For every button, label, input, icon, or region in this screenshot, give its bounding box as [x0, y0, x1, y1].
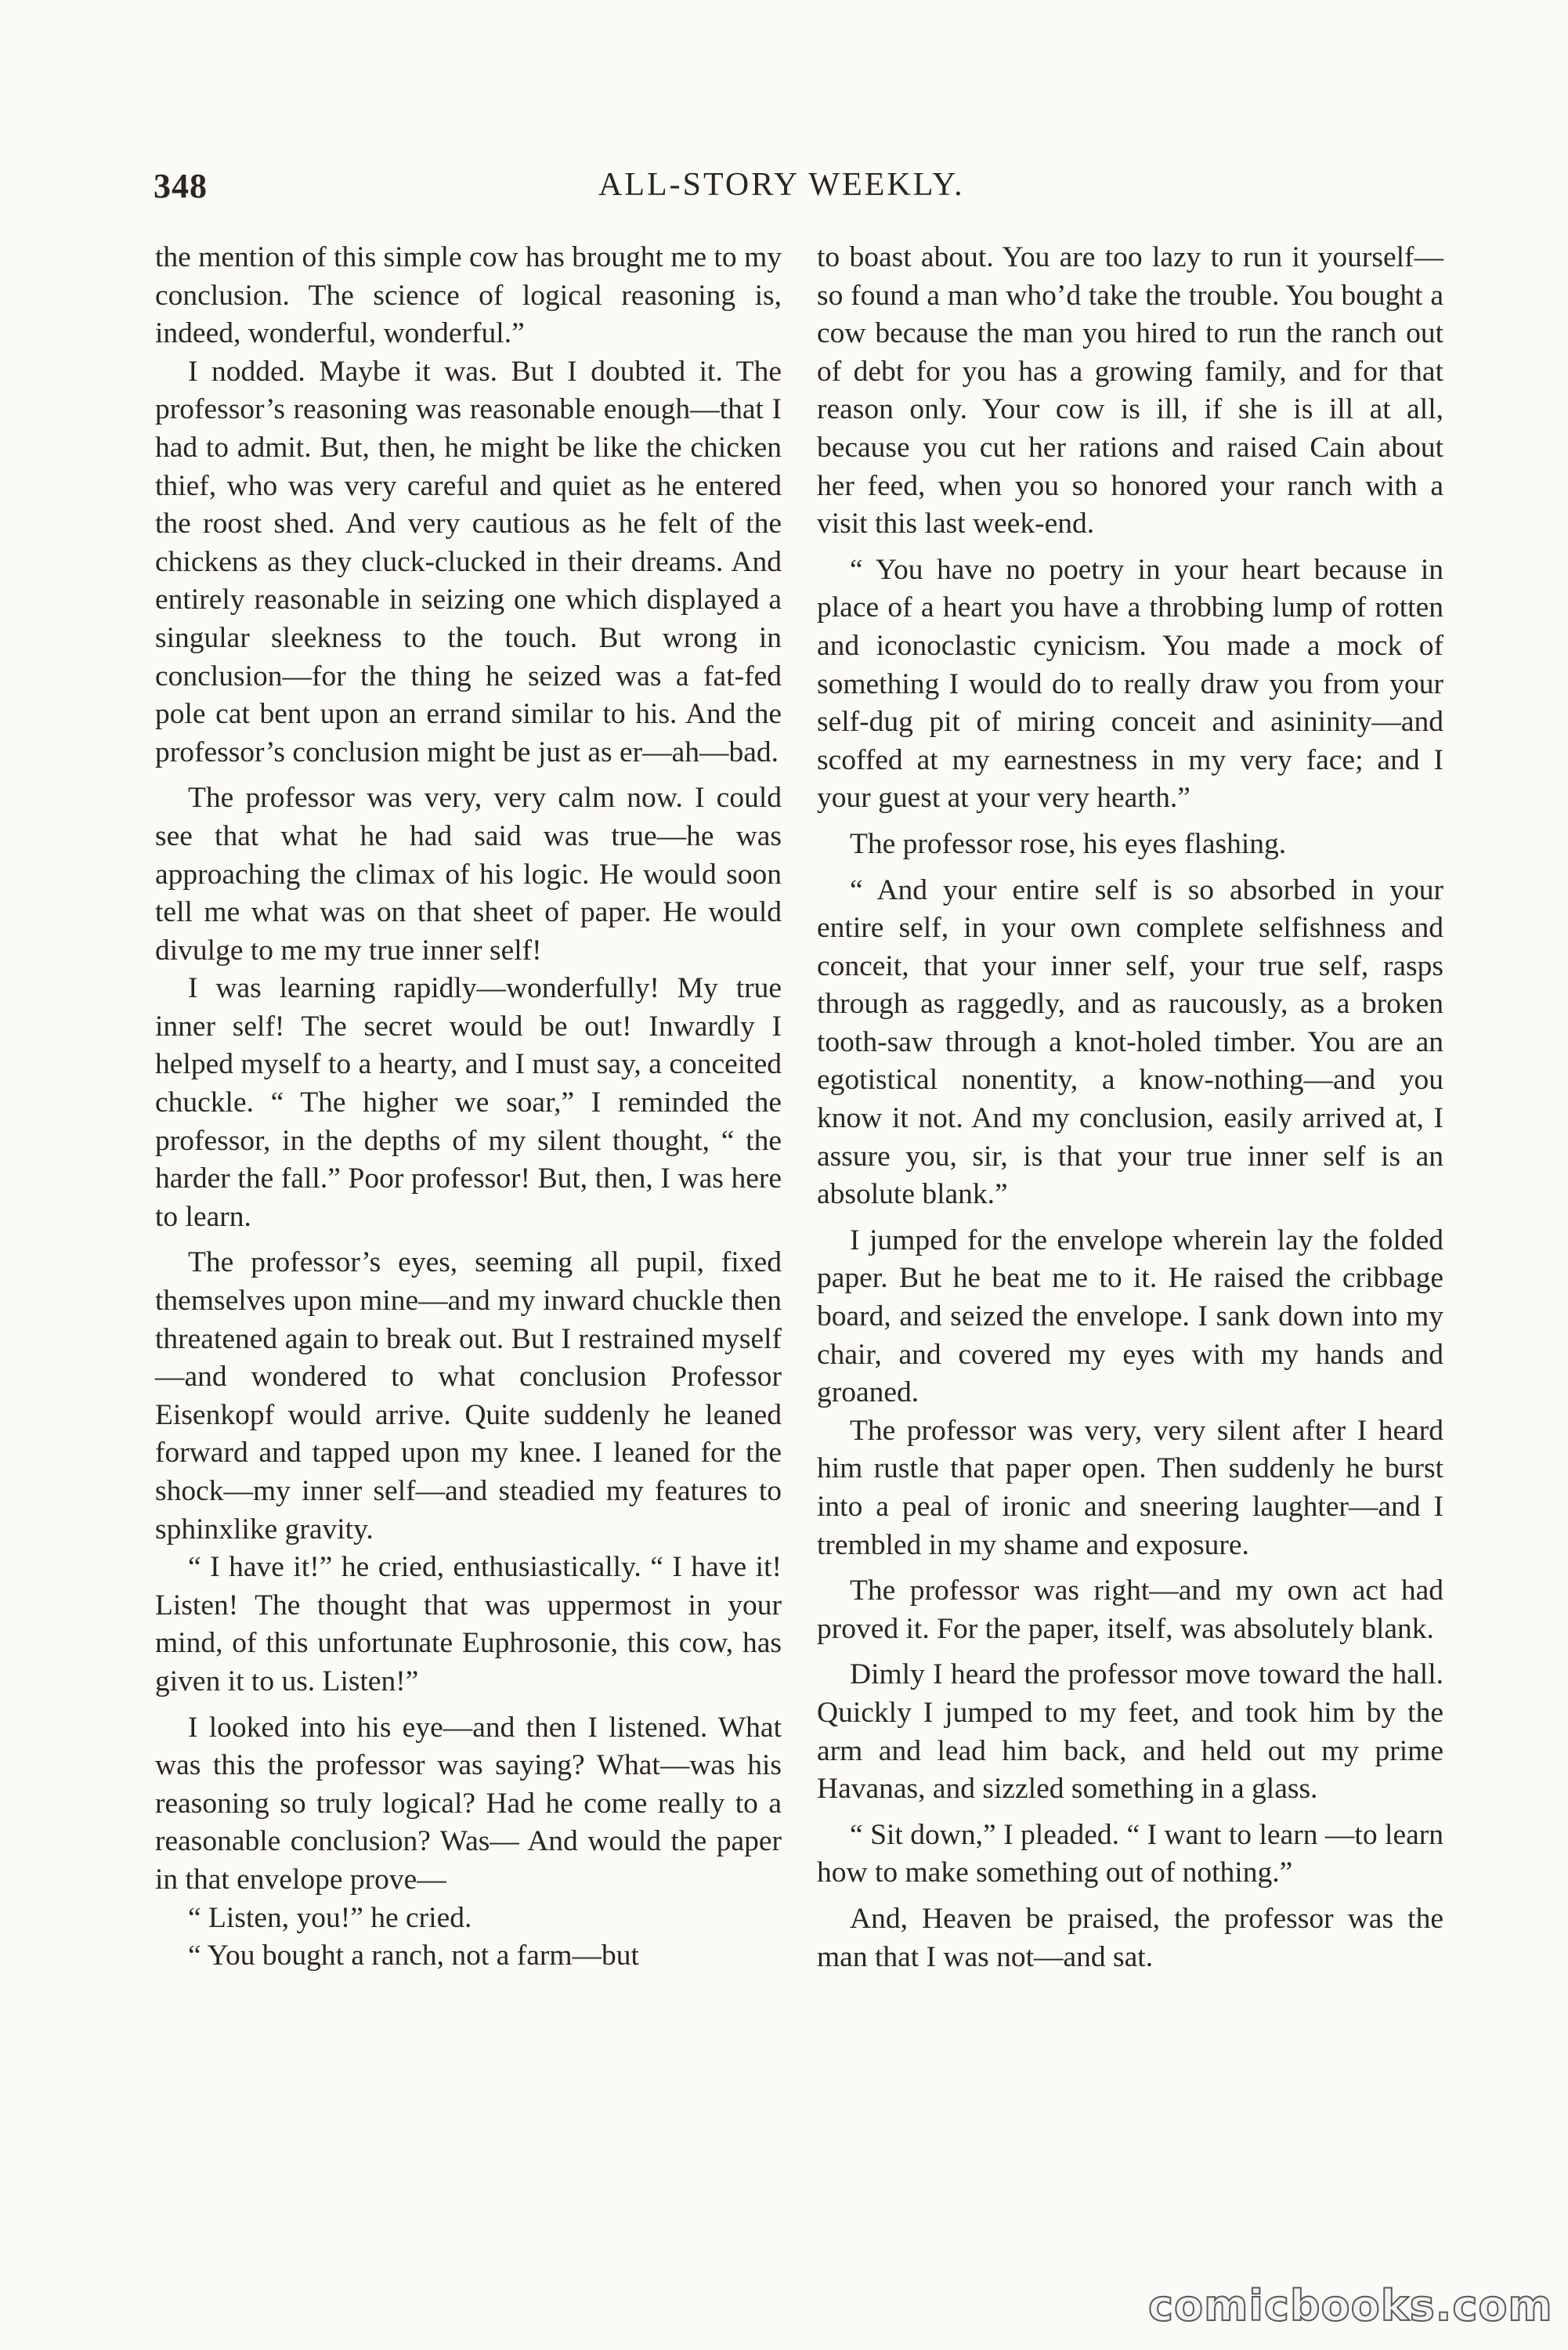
- paragraph: Dimly I heard the professor move toward the hall. Quickly I jumped to my feet, and took him by the arm and lead him back, and held out my prime Havanas, and sizzled something in a glass.: [817, 1658, 1443, 1806]
- page-number: 348: [154, 167, 208, 205]
- paragraph: to boast about. You are too lazy to run it yourself—so found a man who’d take the trouble. You bought a cow because the man you hired to run the ranch out of debt for you has a growing family, and for that reason only. Your cow is ill, if she is ill at all, because you cut her rations and raised Cain about her feed, when you so honored your ranch with a visit this last week-end.: [817, 241, 1443, 540]
- paragraph: The professor rose, his eyes flashing.: [850, 827, 1287, 860]
- right-column: [817, 239, 1443, 1976]
- paragraph: I jumped for the envelope wherein lay the folded paper. But he beat me to it. He raised the cribbage board, and seized the envelope. I sank down into my chair, and covered my eyes with my hands and groaned.: [817, 1224, 1443, 1409]
- paragraph: “ You bought a ranch, not a farm—but: [188, 1940, 639, 1972]
- paragraph: the mention of this simple cow has brought me to my conclusion. The science of logical reasoning is, indeed, wonderful, wonderful.”: [155, 241, 782, 350]
- paragraph: The professor’s eyes, seeming all pupil, fixed themselves upon mine—and my inward chuckle then threatened again to break out. But I restrained myself—and wondered to what conclusion Professor Eisenkopf would arrive. Quite suddenly he leaned forward and tapped upon my knee. I leaned for the shock—my inner self—and steadied my features to sphinxlike gravity.: [155, 1246, 782, 1546]
- paragraph: “ Listen, you!” he cried.: [188, 1901, 472, 1934]
- paragraph: And, Heaven be praised, the professor was the man that I was not—and sat.: [817, 1902, 1443, 1973]
- paragraph: “ You have no poetry in your heart because in place of a heart you have a throbbing lump of rotten and iconoclastic cynicism. You made a mock of something I would do to really draw you from your self-dug pit of miring conceit and asininity—and scoffed at my earnestness in my very face; and I your guest at your very hearth.”: [817, 553, 1443, 815]
- paragraph: “ I have it!” he cried, enthusiastically. “ I have it! Listen! The thought that was uppermost in your mind, of this unfortunate Euphrosonie, this cow, has given it to us. Listen!”: [155, 1551, 782, 1697]
- paragraph: “ Sit down,” I pleaded. “ I want to learn —to learn how to make something out of nothing.”: [817, 1818, 1443, 1889]
- left-column: [155, 239, 782, 1976]
- page-header: [154, 166, 1446, 213]
- paragraph: The professor was right—and my own act had proved it. For the paper, itself, was absolutely blank.: [817, 1574, 1443, 1645]
- paragraph: “ And your entire self is so absorbed in your entire self, in your own complete selfishness and conceit, that your inner self, your true self, rasps through as raggedly, and as raucously, as a broken tooth-saw through a knot-holed timber. You are an egotistical nonentity, a know-nothing—and you know it not. And my conclusion, easily arrived at, I assure you, sir, is that your true inner self is an absolute blank.”: [817, 873, 1443, 1211]
- running-head: ALL-STORY WEEKLY.: [598, 167, 965, 203]
- paragraph: The professor was very, very silent after I heard him rustle that paper open. Then suddenly he burst into a peal of ironic and sneering laughter—and I trembled in my shame and exposure.: [817, 1414, 1443, 1561]
- paragraph: I looked into his eye—and then I listened. What was this the professor was saying? What—was his reasoning so truly logical? Had he come really to a reasonable conclusion? Was— And would the paper in that envelope prove—: [155, 1711, 782, 1896]
- paragraph: I nodded. Maybe it was. But I doubted it. The professor’s reasoning was reasonable enough—that I had to admit. But, then, he might be like the chicken thief, who was very careful and quiet as he entered the roost shed. And very cautious as he felt of the chickens as they cluck-clucked in their dreams. And entirely reasonable in seizing one which displayed a singular sleekness to the touch. But wrong in conclusion—for the thing he seized was a fat-fed pole cat bent upon an errand similar to his. And the professor’s conclusion might be just as er—ah—bad.: [155, 355, 782, 768]
- paragraph: I was learning rapidly—wonderfully! My true inner self! The secret would be out! Inwardly I helped myself to a hearty, and I must say, a conceited chuckle. “ The higher we soar,” I reminded the professor, in the depths of my silent thought, “ the harder the fall.” Poor professor! But, then, I was here to learn.: [155, 972, 782, 1233]
- paragraph: The professor was very, very calm now. I could see that what he had said was true—he was approaching the climax of his logic. He would soon tell me what was on that sheet of paper. He would divulge to me my true inner self!: [155, 782, 782, 967]
- watermark-logo: comicbooks.com: [1148, 2281, 1553, 2330]
